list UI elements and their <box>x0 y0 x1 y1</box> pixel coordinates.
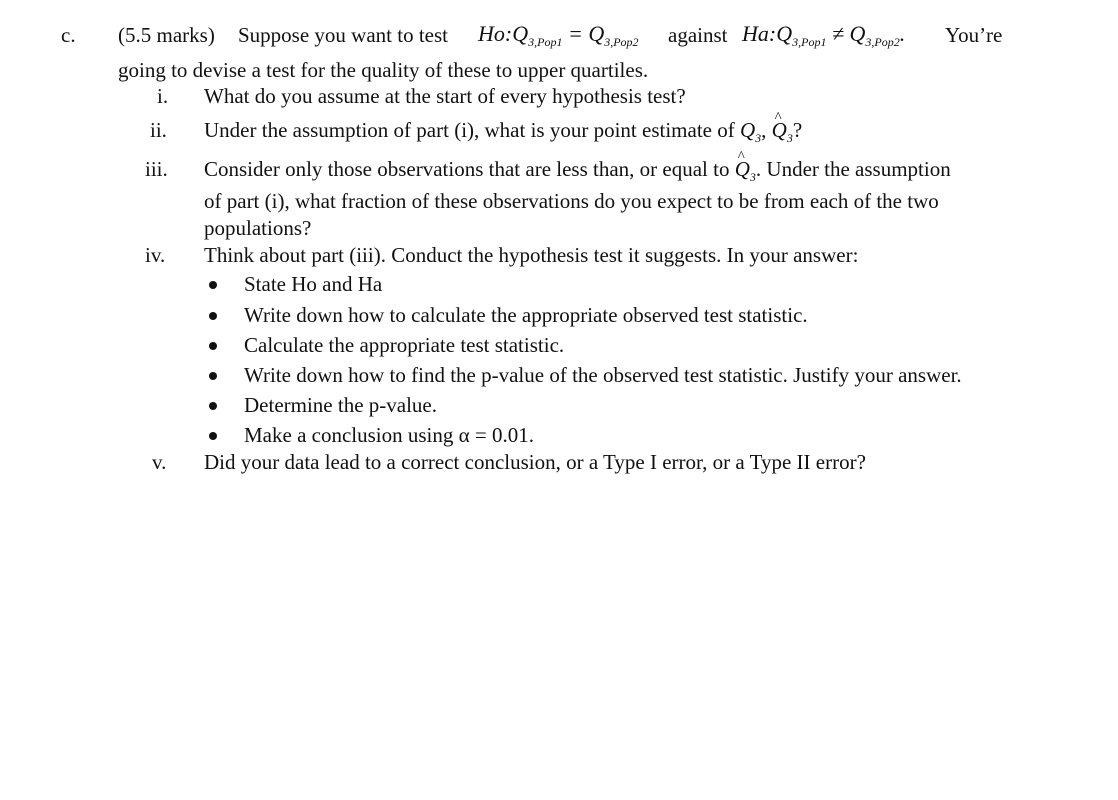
question-iii-line-2: of part (i), what fraction of these observations do you expect to be from each of the two <box>204 189 939 213</box>
bullet-dot <box>209 281 217 289</box>
alternative-hypothesis: $Ha:Q_{3,Pop1} \ne Q_{3,Pop2}$. <box>742 21 906 49</box>
bullet-item: Determine the p-value. <box>244 393 437 417</box>
numeral-ii: ii. <box>150 118 167 142</box>
bullet-item: Write down how to find the p-value of the observed test statistic. Justify your answer. <box>244 363 962 387</box>
bullet-item: Calculate the appropriate test statistic. <box>244 333 565 357</box>
question-ii: Under the assumption of part (i), what is your point estimate of $Q_3$, ^ $Q_3$? <box>204 120 802 144</box>
q3-hat-symbol: ^ Q <box>735 159 750 180</box>
bullet-item: Write down how to calculate the appropriate observed test statistic. <box>244 303 808 327</box>
question-i: What do you assume at the start of every hypothesis test? <box>204 84 686 108</box>
numeral-iv: iv. <box>145 243 166 267</box>
numeral-iii: iii. <box>145 157 168 181</box>
intro-line-2: going to devise a test for the quality of these to upper quartiles. <box>118 58 649 82</box>
ho-label: Ho <box>478 21 505 46</box>
intro-text-end: You’re <box>945 23 1003 47</box>
bullet-dot <box>209 312 217 320</box>
bullet-dot <box>209 402 217 410</box>
null-hypothesis: $Ho:Q_{3,Pop1} = Q_{3,Pop2}$ <box>478 21 639 49</box>
question-v: Did your data lead to a correct conclusion, or a Type I error, or a Type II error? <box>204 450 866 474</box>
question-iii-line-3: populations? <box>204 216 312 240</box>
question-iii-line-1: Consider only those observations that are less than, or equal to ^ $Q_3$. Under the assumption <box>204 159 951 183</box>
bullet-item: State Ho and Ha <box>244 272 383 296</box>
q3-symbol: $Q_3$ <box>739 118 762 145</box>
part-label: c. <box>61 23 76 47</box>
numeral-i: i. <box>157 84 169 108</box>
question-iv: Think about part (iii). Conduct the hypothesis test it suggests. In your answer: <box>204 243 859 267</box>
against-text: against <box>668 23 728 47</box>
bullet-dot <box>209 372 217 380</box>
bullet-dot <box>209 342 217 350</box>
bullet-item: Make a conclusion using α = 0.01. <box>244 423 534 447</box>
q3-hat-symbol: ^ Q <box>772 120 787 141</box>
marks: (5.5 marks) <box>118 23 215 47</box>
ha-label: Ha <box>742 21 769 46</box>
bullet-dot <box>209 432 217 440</box>
numeral-v: v. <box>152 450 167 474</box>
intro-text: Suppose you want to test <box>238 23 448 47</box>
